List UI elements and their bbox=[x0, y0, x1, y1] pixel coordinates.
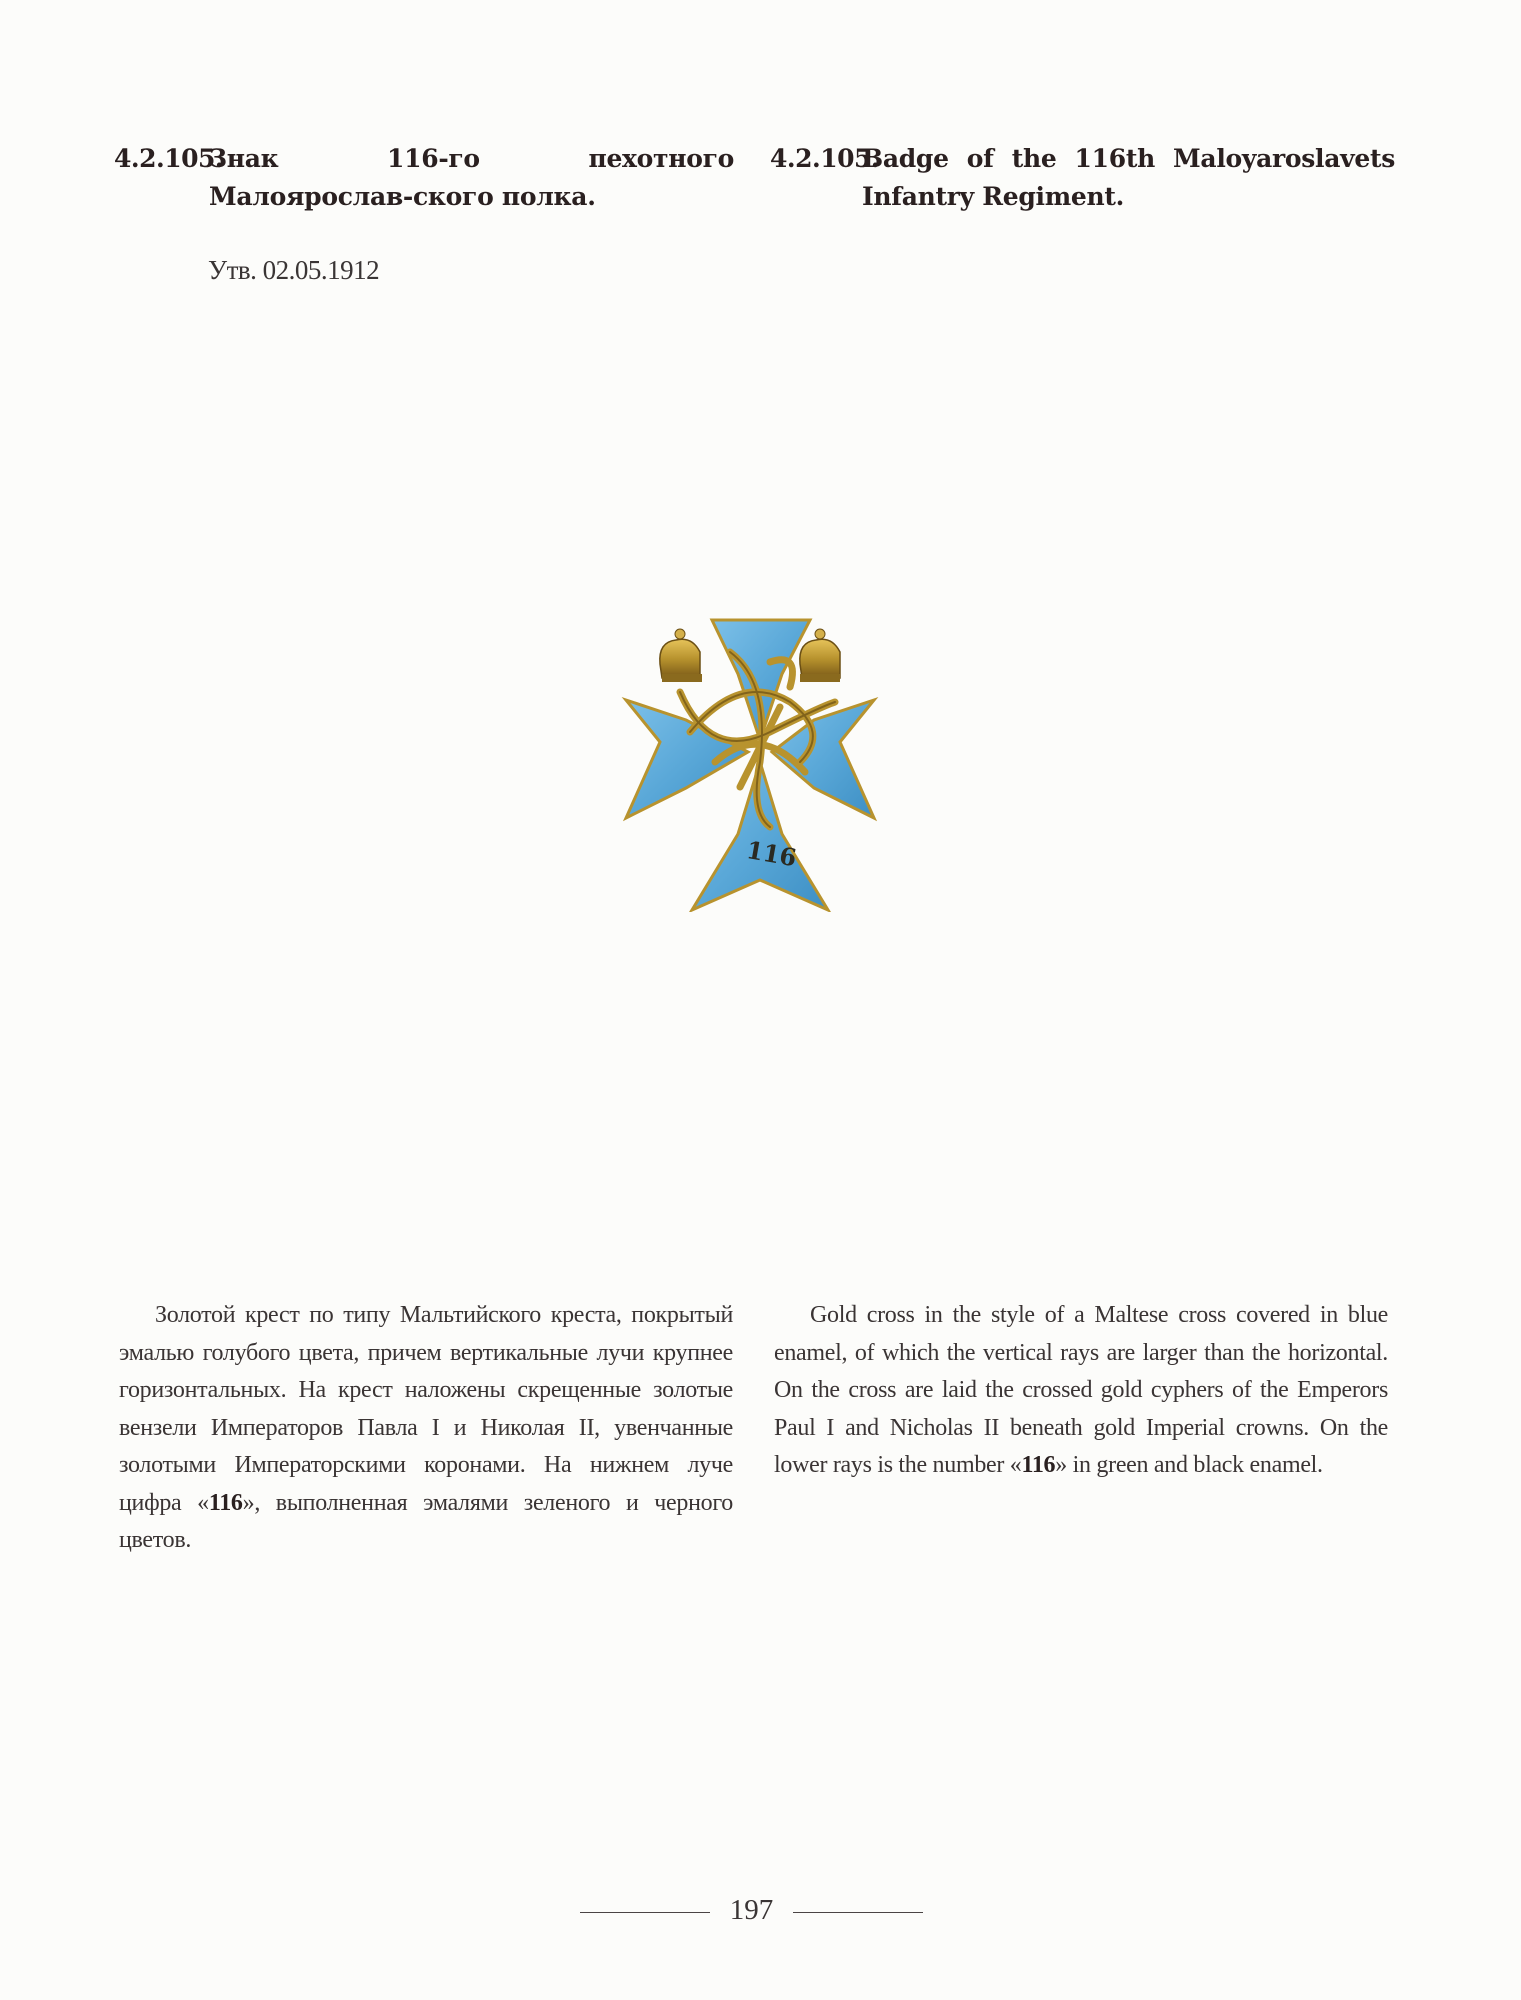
crown-left-icon bbox=[660, 629, 702, 682]
heading-en-number: 4.2.105. bbox=[770, 144, 880, 173]
heading-en-title: Badge of the 116th Maloyaroslavets Infantry Regiment. bbox=[862, 144, 1395, 211]
body-en bbox=[774, 1297, 1388, 1485]
heading-ru-title: Знак 116-го пехотного Малоярослав-ского полка. bbox=[209, 144, 734, 211]
body-ru bbox=[119, 1297, 733, 1560]
body-ru-text-1: Золотой крест по типу Мальтийского креста, покрытый эмалью голубого цвета, причем вертикальные лучи крупнее горизонтальных. На крест наложены скрещенные золотые вензели Императоров Павла I и Николая II, увенчанные золотыми Императорскими коронами. На нижнем луче цифра « bbox=[119, 1302, 733, 1516]
body-ru-number: 116 bbox=[208, 1489, 243, 1516]
badge-number: 116 bbox=[744, 834, 799, 873]
body-ru-text-2: », выполненная эмалями зеленого и черного цветов. bbox=[119, 1489, 733, 1553]
footer-rule-right bbox=[793, 1912, 923, 1913]
footer-rule-left bbox=[580, 1912, 710, 1913]
page-footer bbox=[0, 1892, 1521, 1932]
body-en-text-2: » in green and black enamel. bbox=[1055, 1452, 1323, 1478]
heading-ru-number: 4.2.105. bbox=[114, 144, 224, 173]
crown-right-icon bbox=[800, 629, 840, 682]
body-en-text-1: Gold cross in the style of a Maltese cross covered in blue enamel, of which the vertical rays are larger than the horizontal. On the cross are laid the crossed gold cyphers of the Emperors Paul I and Nicholas II beneath gold Imperial crowns. On the lower rays is the number « bbox=[774, 1302, 1388, 1478]
badge-image bbox=[620, 612, 880, 912]
page-number: 197 bbox=[729, 1894, 774, 1926]
approval-date: Утв. 02.05.1912 bbox=[208, 255, 380, 285]
body-en-number: 116 bbox=[1021, 1452, 1056, 1478]
